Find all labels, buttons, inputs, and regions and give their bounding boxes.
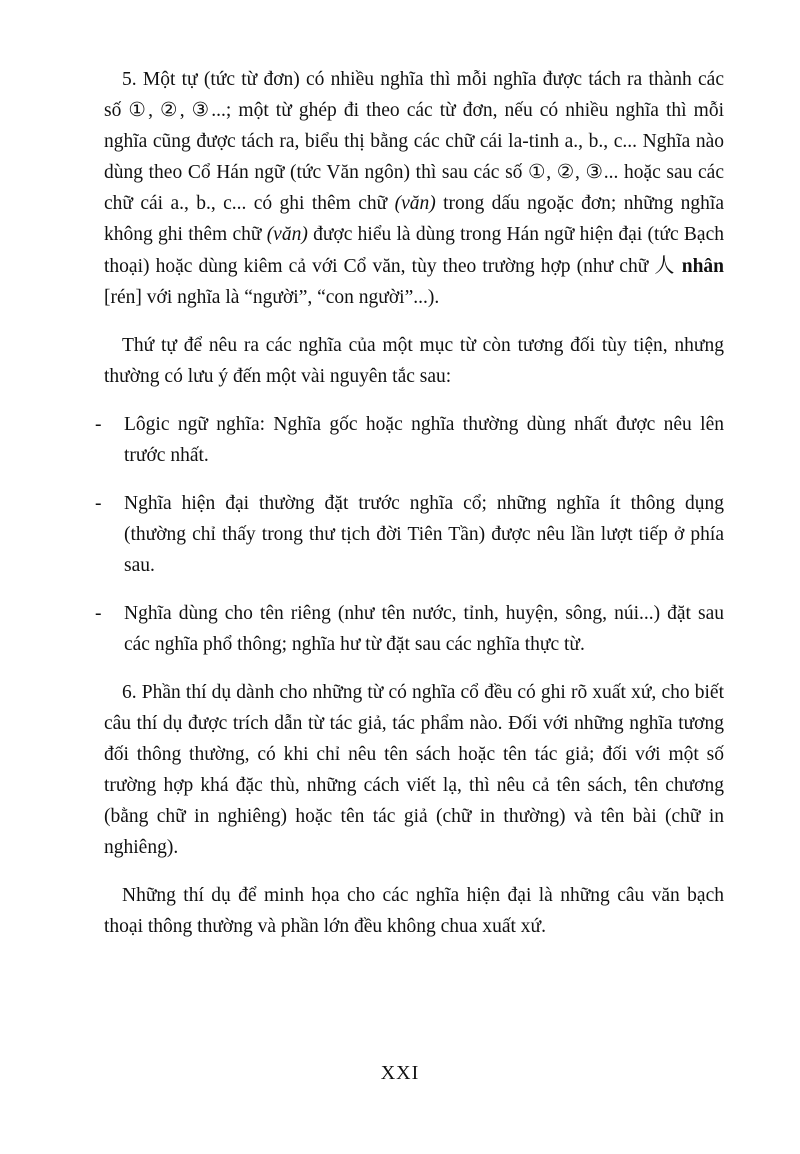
page-body — [95, 64, 725, 959]
bullet-text: Nghĩa hiện đại thường đặt trước nghĩa cổ; những nghĩa ít thông dụng (thường chỉ thấy trong thư tịch đời Tiên Tần) được nêu lần lượt tiếp ở phía sau. — [124, 493, 724, 576]
bullet-item — [95, 488, 724, 581]
hanzi-character: 人 — [654, 253, 676, 277]
paragraph-section-5 — [104, 64, 724, 313]
bullet-text: Lôgic ngữ nghĩa: Nghĩa gốc hoặc nghĩa thường dùng nhất được nêu lên trước nhất. — [124, 414, 724, 466]
bullet-text: Nghĩa dùng cho tên riêng (như tên nước, tỉnh, huyện, sông, núi...) đặt sau các nghĩa phổ thông; nghĩa hư từ đặt sau các nghĩa thực từ. — [124, 603, 724, 655]
paragraph-section-6: 6. Phần thí dụ dành cho những từ có nghĩa cổ đều có ghi rõ xuất xứ, cho biết câu thí dụ được trích dẫn từ tác giả, tác phẩm nào. Đối với những nghĩa tương đối thông thường, có khi chỉ nêu tên sách hoặc tên tác giả; đối với một số trường hợp khá đặc thù, những cách viết lạ, thì nêu cả tên sách, tên chương (bằng chữ in nghiêng) hoặc tên tác giả (chữ in thường) và tên bài (chữ in nghiêng). — [104, 682, 724, 858]
paragraph-order-intro: Thứ tự để nêu ra các nghĩa của một mục từ còn tương đối tùy tiện, nhưng thường có lưu ý đến một vài nguyên tắc sau: — [104, 335, 724, 387]
bullet-dash: - — [95, 493, 102, 514]
bullet-dash: - — [95, 414, 102, 435]
section-5-text-1: 5. Một tự (tức từ đơn) có nhiều nghĩa thì mỗi nghĩa được tách ra thành các số ①, ②, ③...; một từ ghép đi theo các từ đơn, nếu có nhiều nghĩa thì mỗi nghĩa cũng được tách ra, biểu thị bằng các chữ cái la-tinh a., b., c... Nghĩa nào dùng theo Cổ Hán ngữ (tức Văn ngôn) thì sau các số ①, ②, ③... hoặc sau các chữ cái a., b., c... có ghi thêm chữ — [104, 69, 724, 214]
bullet-item — [95, 409, 724, 471]
section-5-text-3: được hiểu là dùng trong Hán ngữ hiện đại (tức Bạch thoại) hoặc dùng kiêm cả với Cổ văn, tùy theo trường hợp (như chữ — [104, 224, 724, 277]
hanzi-reading: nhân — [681, 256, 725, 277]
paragraph-examples: Những thí dụ để minh họa cho các nghĩa hiện đại là những câu văn bạch thoại thông thường và phần lớn đều không chua xuất xứ. — [104, 885, 724, 937]
page-number: XXI — [380, 1062, 420, 1084]
section-5-text-2: trong dấu ngoặc đơn; những nghĩa không ghi thêm chữ — [104, 193, 724, 245]
section-5-text-4: [rén] với nghĩa là “người”, “con người”...). — [104, 287, 440, 308]
van-marker: (văn) — [394, 193, 436, 214]
van-marker: (văn) — [266, 224, 308, 245]
bullet-item — [95, 598, 724, 660]
bullet-dash: - — [95, 603, 102, 624]
